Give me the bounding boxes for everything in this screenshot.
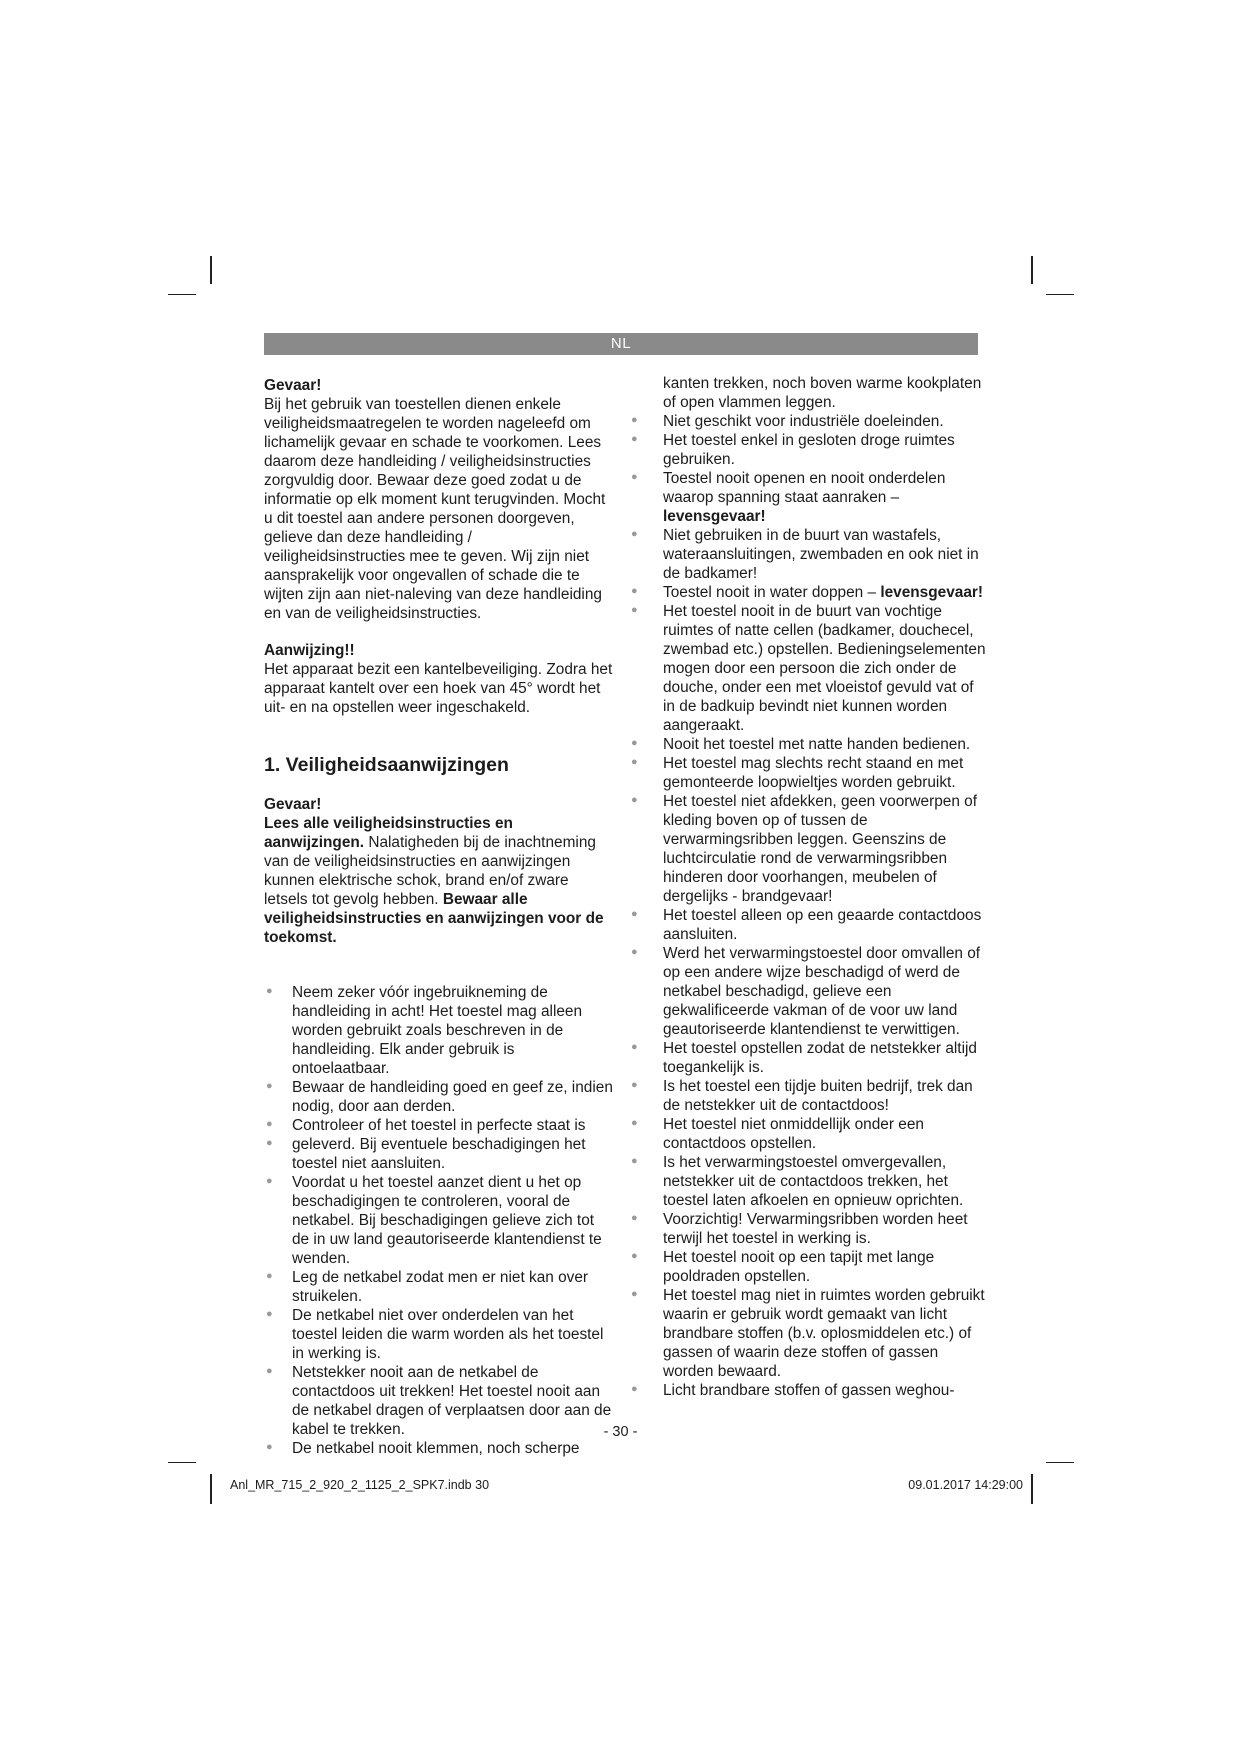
- list-item: ● Toestel nooit openen en nooit onderdelen waarop spanning staat aanraken – levensgevaar!: [631, 470, 946, 525]
- crop-mark: [1046, 294, 1074, 295]
- crop-mark: [1046, 1462, 1074, 1463]
- list-item: ● geleverd. Bij eventuele beschadigingen het toestel niet aansluiten.: [266, 1136, 586, 1172]
- bullet-icon: ●: [266, 1118, 273, 1130]
- bullet-icon: ●: [631, 1250, 638, 1262]
- list-item: ● Toestel nooit in water doppen – levensgevaar!: [631, 584, 983, 601]
- bullet-icon: ●: [631, 528, 638, 540]
- bullet-icon: ●: [266, 1308, 273, 1320]
- bullet-icon: ●: [631, 1041, 638, 1053]
- bullet-icon: ●: [631, 908, 638, 920]
- bullet-icon: ●: [631, 737, 638, 749]
- safety-list: [631, 374, 986, 1400]
- bullet-icon: ●: [631, 414, 638, 426]
- list-item: ● Het toestel mag slechts recht staand en met gemonteerde loopwieltjes worden gebruikt.: [631, 755, 964, 791]
- warning-heading: Gevaar!: [264, 796, 322, 813]
- note-paragraph: Het apparaat bezit een kantelbeveiliging. Zodra het apparaat kantelt over een hoek van 45° wordt het uit- en na opstellen weer ingeschakeld.: [264, 661, 613, 716]
- list-item: ● De netkabel niet over onderdelen van het toestel leiden die warm worden als het toestel in werking is.: [266, 1307, 604, 1362]
- list-item-continuation: kanten trekken, noch boven warme kookplaten of open vlammen leggen.: [663, 375, 982, 411]
- bullet-icon: ●: [266, 1080, 273, 1092]
- list-item: ● Het toestel mag niet in ruimtes worden gebruikt waarin er gebruik wordt gemaakt van licht brandbare stoffen (b.v. oplosmiddelen etc.) of gassen of waarin deze stoffen of gassen worden bewaard.: [631, 1287, 985, 1380]
- list-item: ● Neem zeker vóór ingebruikneming de handleiding in acht! Het toestel mag alleen worden gebruikt zoals beschreven in de handleiding. Elk ander gebruik is ontoelaatbaar.: [266, 984, 583, 1077]
- list-item: ● Het toestel enkel in gesloten droge ruimtes gebruiken.: [631, 432, 955, 468]
- bullet-icon: ●: [266, 1365, 273, 1377]
- bullet-icon: ●: [631, 1155, 638, 1167]
- warning-paragraph: Bij het gebruik van toestellen dienen enkele veiligheidsmaatregelen te worden nageleefd om lichamelijk gevaar en schade te voorkomen. Lees daarom deze handleiding / veiligheidsinstructies zorgvuldig door. Bewaar deze goed zodat u de informatie op elk moment kunt terugvinden. Mocht u dit toestel aan andere personen doorgeven, gelieve dan deze handleiding / veiligheidsinstructies mee te geven. Wij zijn niet aansprakelijk voor ongevallen of schade die te wijten zijn aan niet-naleving van deze handleiding en van de veiligheidsinstructies.: [264, 396, 606, 622]
- list-item: ● Bewaar de handleiding goed en geef ze, indien nodig, door aan derden.: [266, 1079, 613, 1115]
- bullet-icon: ●: [266, 1137, 273, 1149]
- list-item: ● Leg de netkabel zodat men er niet kan over struikelen.: [266, 1269, 589, 1305]
- list-item: ● Is het verwarmingstoestel omvergevallen, netstekker uit de contactdoos trekken, het toestel laten afkoelen en opnieuw oprichten.: [631, 1154, 964, 1209]
- bullet-icon: ●: [631, 433, 638, 445]
- list-item: ● Voordat u het toestel aanzet dient u het op beschadigingen te controleren, vooral de netkabel. Bij beschadigingen gelieve zich tot de in uw land geautoriseerde klantendienst te wenden.: [266, 1174, 602, 1267]
- crop-mark: [210, 256, 212, 284]
- list-item: ● Het toestel nooit in de buurt van vochtige ruimtes of natte cellen (badkamer, douchecel, zwembad etc.) opstellen. Bedieningselementen mogen door een persoon die zich onder de douche, onder een met vloeistof gevuld vat of in de badkuip bevindt niet kunnen worden aangeraakt.: [631, 603, 986, 734]
- bullet-icon: ●: [631, 1383, 638, 1395]
- list-item: ● Het toestel niet onmiddellijk onder een contactdoos opstellen.: [631, 1116, 924, 1152]
- bullet-icon: ●: [631, 946, 638, 958]
- bullet-icon: ●: [631, 1288, 638, 1300]
- list-item: ● Niet gebruiken in de buurt van wastafels, wateraansluitingen, zwembaden en ook niet in de badkamer!: [631, 527, 979, 582]
- language-label: NL: [610, 335, 632, 352]
- list-item: ● Het toestel alleen op een geaarde contactdoos aansluiten.: [631, 907, 982, 943]
- bullet-icon: ●: [631, 1212, 638, 1224]
- bullet-icon: ●: [266, 985, 273, 997]
- bullet-icon: ●: [631, 1079, 638, 1091]
- bullet-icon: ●: [631, 604, 638, 616]
- bullet-icon: ●: [631, 794, 638, 806]
- list-item: ● Het toestel opstellen zodat de netstekker altijd toegankelijk is.: [631, 1040, 977, 1076]
- list-item: ● De netkabel nooit klemmen, noch scherpe: [266, 1440, 580, 1457]
- list-item: ● Netstekker nooit aan de netkabel de contactdoos uit trekken! Het toestel nooit aan de netkabel dragen of verplaatsen door aan de kabel te trekken.: [266, 1364, 612, 1438]
- list-item: ● Het toestel nooit op een tapijt met lange pooldraden opstellen.: [631, 1249, 935, 1285]
- list-item: ● Is het toestel een tijdje buiten bedrijf, trek dan de netstekker uit de contactdoos!: [631, 1078, 973, 1114]
- bullet-icon: ●: [631, 471, 638, 483]
- bullet-icon: ●: [631, 1117, 638, 1129]
- bullet-icon: ●: [631, 585, 638, 597]
- warning-text: Nalatigheden bij de inachtneming van de veiligheidsinstructies en aanwijzingen kunnen elektrische schok, brand en/of zware letsels tot gevolg hebben.: [264, 834, 596, 908]
- list-item: ● Controleer of het toestel in perfecte staat is: [266, 1117, 586, 1134]
- right-column: [631, 374, 986, 1400]
- note-heading: Aanwijzing!!: [264, 642, 355, 659]
- bullet-icon: ●: [631, 756, 638, 768]
- language-header-bar: [264, 333, 978, 355]
- safety-list: [264, 983, 614, 1458]
- section-title: 1. Veiligheidsaanwijzingen: [264, 754, 509, 776]
- list-item: ● Nooit het toestel met natte handen bedienen.: [631, 736, 971, 753]
- list-item: ● Werd het verwarmingstoestel door omvallen of op een andere wijze beschadigd of werd de netkabel beschadigd, gelieve een gekwalificeerde vakman of de voor uw land geautoriseerde klantendienst te verwittigen.: [631, 945, 981, 1038]
- bullet-icon: ●: [266, 1441, 273, 1453]
- left-column: [264, 376, 614, 1458]
- crop-mark: [1031, 1474, 1033, 1504]
- footer-filename: Anl_MR_715_2_920_2_1125_2_SPK7.indb 30: [230, 1478, 490, 1492]
- crop-mark: [168, 294, 196, 295]
- footer-timestamp: 09.01.2017 14:29:00: [908, 1478, 1023, 1492]
- list-item: ● Voorzichtig! Verwarmingsribben worden heet terwijl het toestel in werking is.: [631, 1211, 968, 1247]
- crop-mark: [210, 1474, 212, 1504]
- list-item: ● Licht brandbare stoffen of gassen weghou-: [631, 1382, 955, 1399]
- crop-mark: [168, 1462, 196, 1463]
- warning-heading: Gevaar!: [264, 377, 322, 394]
- bullet-icon: ●: [266, 1270, 273, 1282]
- crop-mark: [1031, 256, 1033, 284]
- warning-paragraph: [264, 814, 614, 947]
- page-number: - 30 -: [603, 1424, 638, 1440]
- warning-bold-text: Bewaar alle veiligheidsinstructies en aanwijzingen voor de toekomst.: [264, 891, 604, 946]
- list-item: ● Het toestel niet afdekken, geen voorwerpen of kleding boven op of tussen de verwarmingsribben leggen. Geenszins de luchtcirculatie rond de verwarmingsribben hinderen door voorhangen, meubelen of dergelijks - brandgevaar!: [631, 793, 977, 905]
- list-item: ● Niet geschikt voor industriële doeleinden.: [631, 413, 944, 430]
- warning-bold-text: Lees alle veiligheidsinstructies en aanwijzingen.: [264, 815, 513, 851]
- bullet-icon: ●: [266, 1175, 273, 1187]
